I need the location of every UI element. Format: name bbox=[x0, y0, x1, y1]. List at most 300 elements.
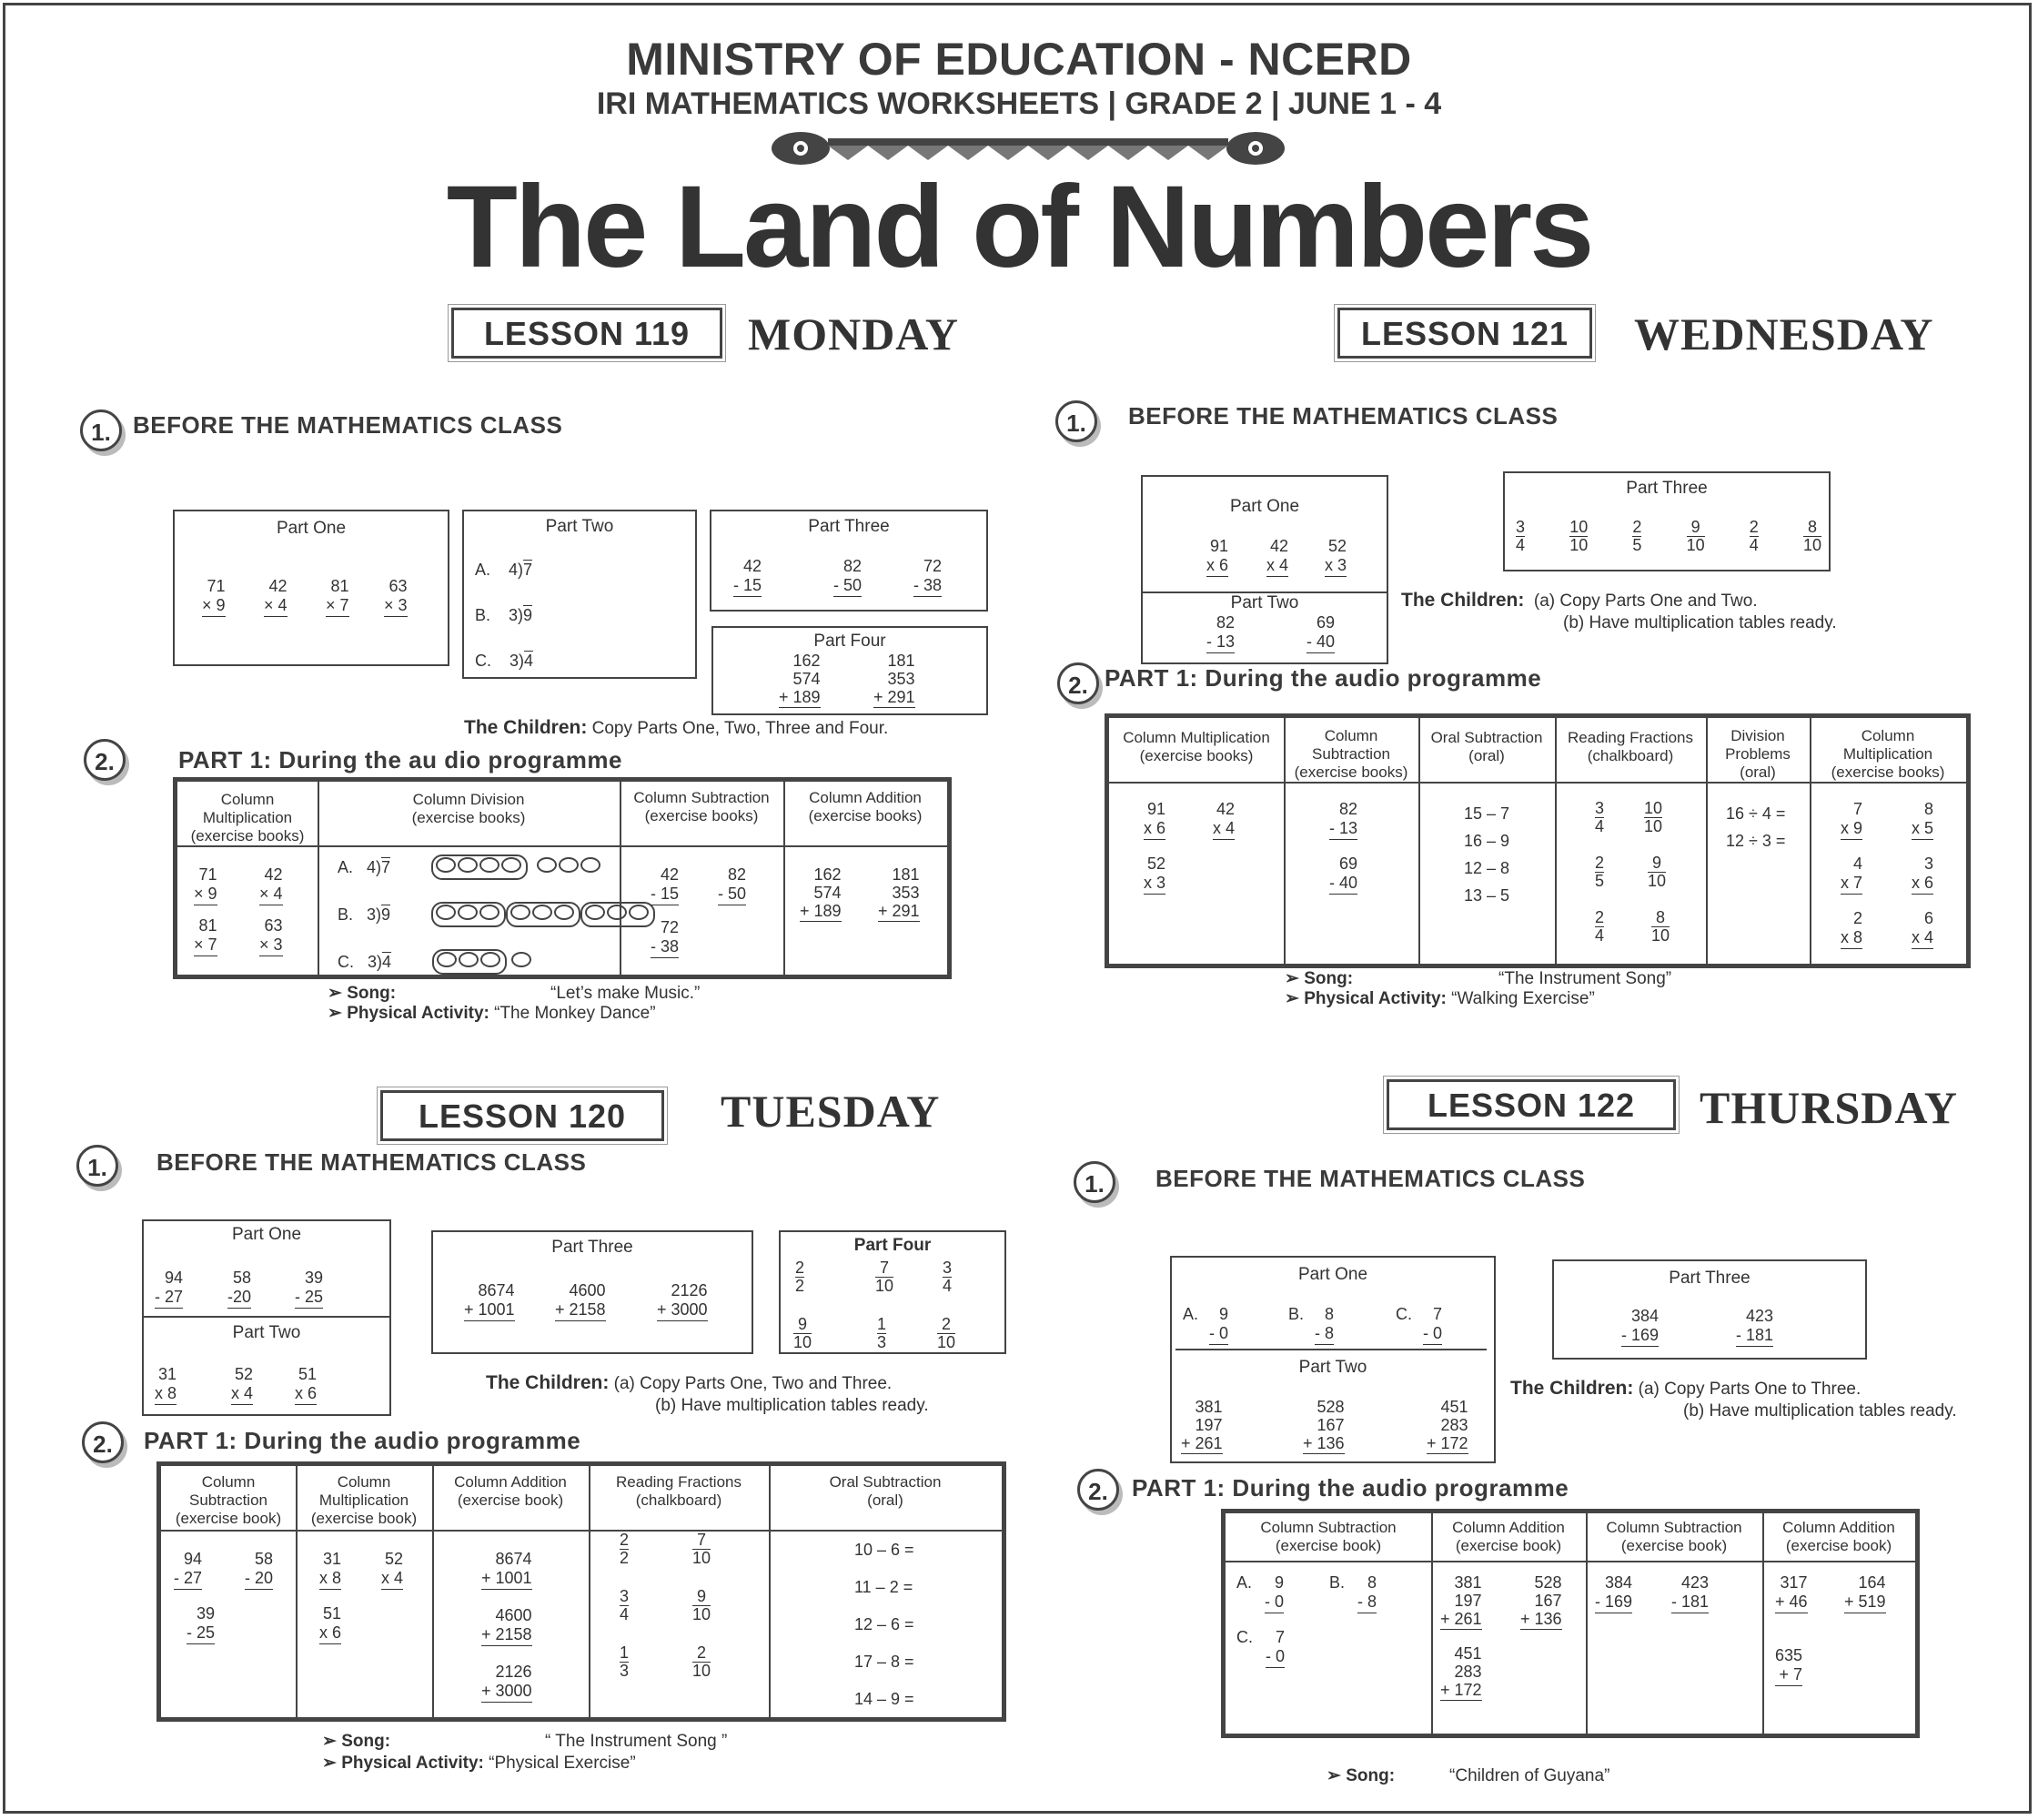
subtraction-item bbox=[1396, 1305, 1442, 1345]
operand: 63 bbox=[264, 916, 283, 935]
oral-item: 17 – 8 = bbox=[854, 1653, 914, 1671]
l120-part-one-two-box bbox=[142, 1219, 391, 1416]
operand: x 4 bbox=[381, 1569, 403, 1590]
song-title: “ The Instrument Song ” bbox=[545, 1732, 728, 1751]
operand: + 291 bbox=[878, 902, 920, 920]
header-line: (exercise books) bbox=[644, 807, 759, 824]
l119-song bbox=[328, 983, 700, 1004]
header-line: Column Addition bbox=[454, 1473, 567, 1491]
operand: 167 bbox=[1534, 1592, 1562, 1610]
operand: + 3000 bbox=[481, 1682, 532, 1703]
oral-item: 13 – 5 bbox=[1464, 886, 1510, 905]
fraction: 8 10 bbox=[1802, 518, 1821, 554]
header-line: Column bbox=[1324, 727, 1378, 744]
operand: 71 bbox=[207, 577, 226, 595]
counters-group bbox=[431, 854, 602, 880]
operand: - 0 bbox=[1209, 1324, 1228, 1345]
operand: - 0 bbox=[1423, 1324, 1442, 1345]
operand: - 13 bbox=[1206, 632, 1235, 653]
oral-item: 14 – 9 = bbox=[854, 1690, 914, 1708]
step-1-badge: 1. bbox=[76, 1145, 118, 1187]
operand: x 4 bbox=[1912, 928, 1933, 949]
letter: B. bbox=[338, 905, 354, 924]
header-line: Column bbox=[337, 1473, 391, 1491]
operand: 528 bbox=[1534, 1573, 1562, 1592]
part-label: Part One bbox=[1297, 1265, 1368, 1284]
children-label: The Children: bbox=[486, 1372, 610, 1393]
oral-item: 10 – 6 = bbox=[854, 1541, 914, 1559]
operand: - 181 bbox=[1736, 1326, 1773, 1347]
l120-audio-table bbox=[156, 1461, 1006, 1722]
l120-part-four-box bbox=[779, 1230, 1006, 1354]
table-header bbox=[620, 789, 783, 825]
children-text: Copy Parts One, Two, Three and Four. bbox=[591, 719, 889, 738]
subtraction-item bbox=[1183, 1305, 1228, 1345]
l122-children-note bbox=[1510, 1378, 1861, 1400]
lesson-122-badge: LESSON 122 bbox=[1387, 1079, 1676, 1130]
operand: x 8 bbox=[319, 1569, 341, 1590]
fraction: 2 5 bbox=[1632, 518, 1642, 554]
fraction: 2 10 bbox=[937, 1315, 956, 1351]
operand: 52 bbox=[234, 1365, 254, 1383]
table-header bbox=[1810, 727, 1966, 782]
operand: 91 bbox=[1146, 800, 1166, 818]
operand: + 519 bbox=[1844, 1592, 1886, 1613]
table-header bbox=[1555, 729, 1706, 765]
page-title: The Land of Numbers bbox=[446, 162, 1592, 292]
operand: 353 bbox=[887, 670, 915, 688]
children-text: (a) Copy Parts One to Three. bbox=[1638, 1380, 1861, 1399]
lesson-121-day: WEDNESDAY bbox=[1634, 308, 1934, 359]
l121-song bbox=[1285, 968, 1671, 989]
children-label: The Children: bbox=[464, 717, 588, 738]
lesson-122-day: THURSDAY bbox=[1700, 1082, 1959, 1133]
divisor: 3 bbox=[509, 606, 519, 624]
operand: x 6 bbox=[1206, 556, 1228, 577]
header-line: (exercise book) bbox=[1275, 1537, 1382, 1554]
operand: - 181 bbox=[1671, 1592, 1709, 1613]
fraction: 2 4 bbox=[1595, 908, 1605, 945]
divisor: 3 bbox=[367, 905, 377, 924]
before-class-heading: BEFORE THE MATHEMATICS CLASS bbox=[133, 411, 563, 439]
operand: + 261 bbox=[1181, 1434, 1223, 1452]
header-line: Column Subtraction bbox=[1606, 1519, 1742, 1536]
operand: 42 bbox=[268, 577, 288, 595]
activity-label: ➢ Physical Activity: bbox=[1285, 989, 1447, 1008]
operand: 8674 bbox=[495, 1550, 532, 1568]
fraction: 1 3 bbox=[620, 1643, 630, 1680]
dividend: 4 bbox=[524, 652, 534, 670]
song-label: ➢ Song: bbox=[322, 1732, 391, 1751]
children-text: (a) Copy Parts One, Two and Three. bbox=[613, 1374, 893, 1393]
dividend: 7 bbox=[523, 561, 533, 579]
operand: - 0 bbox=[1265, 1592, 1284, 1613]
header-line: Column Subtraction bbox=[1260, 1519, 1397, 1536]
operand: 94 bbox=[165, 1269, 184, 1287]
step-2-badge: 2. bbox=[1057, 662, 1099, 704]
fraction: 1 3 bbox=[877, 1315, 887, 1351]
operand: 8 bbox=[1924, 800, 1934, 818]
header-line: Column Multiplication bbox=[1123, 729, 1270, 746]
activity-title: “Walking Exercise” bbox=[1451, 989, 1595, 1008]
division-item: 16 ÷ 4 = bbox=[1726, 804, 1786, 823]
operand: 2126 bbox=[495, 1663, 532, 1681]
operand: 4600 bbox=[569, 1281, 606, 1299]
operand: - 15 bbox=[733, 576, 762, 597]
l119-audio-table bbox=[173, 777, 952, 979]
operand: 8674 bbox=[478, 1281, 515, 1299]
fraction: 9 10 bbox=[793, 1315, 812, 1351]
operand: 51 bbox=[298, 1365, 318, 1383]
part-label: Part Three bbox=[1669, 1269, 1750, 1288]
operand: 31 bbox=[157, 1365, 177, 1383]
operand: x 3 bbox=[1325, 556, 1347, 577]
letter: C. bbox=[1396, 1305, 1412, 1323]
header-line: Reading Fractions bbox=[1568, 729, 1693, 746]
header-line: Column Division bbox=[412, 791, 525, 808]
operand: x 4 bbox=[231, 1384, 253, 1405]
operand: + 189 bbox=[779, 688, 821, 706]
part-label: Part Four bbox=[853, 1236, 932, 1255]
l119-children-note bbox=[464, 717, 888, 739]
l120-activity bbox=[322, 1753, 636, 1774]
operand: 94 bbox=[184, 1550, 203, 1568]
operand: 7 bbox=[1276, 1628, 1286, 1646]
table-header bbox=[318, 791, 620, 827]
lesson-120-badge: LESSON 120 bbox=[380, 1090, 664, 1141]
operand: 39 bbox=[197, 1604, 216, 1623]
operand: × 4 bbox=[264, 596, 288, 617]
table-header bbox=[1418, 729, 1555, 765]
divisor: 4 bbox=[367, 858, 377, 876]
fraction: 3 4 bbox=[1516, 518, 1526, 554]
operand: - 25 bbox=[295, 1288, 323, 1309]
table-header bbox=[1762, 1519, 1915, 1555]
table-header bbox=[1226, 1519, 1431, 1555]
l119-part-two-box bbox=[462, 510, 697, 679]
operand: + 46 bbox=[1775, 1592, 1808, 1613]
header-line: (oral) bbox=[867, 1491, 903, 1509]
letter: B. bbox=[1329, 1573, 1346, 1592]
header-line: (exercise book) bbox=[310, 1510, 418, 1527]
operand: - 0 bbox=[1266, 1647, 1285, 1668]
fraction: 7 10 bbox=[875, 1259, 894, 1295]
letter: A. bbox=[475, 561, 491, 579]
operand: x 6 bbox=[295, 1384, 317, 1405]
part1-heading: PART 1: During the audio programme bbox=[1105, 664, 1542, 692]
operand: 63 bbox=[388, 577, 408, 595]
step-1-badge: 1. bbox=[80, 410, 122, 451]
children-label: The Children: bbox=[1510, 1378, 1634, 1399]
operand: - 25 bbox=[187, 1623, 215, 1644]
operand: 52 bbox=[1146, 854, 1166, 873]
operand: 162 bbox=[792, 652, 821, 670]
l120-children-note-b: (b) Have multiplication tables ready. bbox=[655, 1396, 929, 1415]
header-line: Subtraction bbox=[189, 1491, 267, 1509]
operand: 197 bbox=[1195, 1416, 1223, 1434]
header-line: Subtraction bbox=[1312, 745, 1390, 763]
fraction: 9 10 bbox=[1686, 518, 1705, 554]
children-label: The Children: bbox=[1401, 590, 1525, 611]
operand: - 13 bbox=[1329, 819, 1357, 840]
division-problem: C. 3)4 bbox=[475, 652, 534, 670]
header-line: (oral) bbox=[1468, 747, 1505, 764]
operand: 574 bbox=[813, 884, 842, 902]
operand: 82 bbox=[1216, 613, 1236, 632]
part-label: Part Two bbox=[232, 1323, 301, 1342]
operand: 72 bbox=[923, 557, 943, 575]
oral-item: 15 – 7 bbox=[1464, 804, 1510, 823]
song-title: “Children of Guyana” bbox=[1449, 1766, 1610, 1785]
operand: 353 bbox=[892, 884, 920, 902]
division-problem: A. 4)7 bbox=[475, 561, 533, 579]
operand: x 6 bbox=[1144, 819, 1165, 840]
operand: 7 bbox=[1433, 1305, 1443, 1323]
operand: + 172 bbox=[1440, 1681, 1482, 1699]
l119-part-one-box bbox=[173, 510, 449, 666]
operand: 181 bbox=[887, 652, 915, 670]
header-line: (exercise book) bbox=[1785, 1537, 1892, 1554]
dividend: 9 bbox=[381, 905, 391, 924]
before-class-heading: BEFORE THE MATHEMATICS CLASS bbox=[1155, 1165, 1586, 1192]
operand: - 15 bbox=[651, 885, 679, 905]
header-line: Multiplication bbox=[1842, 745, 1933, 763]
l122-audio-table bbox=[1221, 1509, 1920, 1738]
step-2-badge: 2. bbox=[1077, 1469, 1119, 1511]
dividend: 4 bbox=[382, 953, 392, 971]
operand: + 136 bbox=[1520, 1610, 1562, 1628]
operand: 635 bbox=[1775, 1646, 1803, 1664]
operand: × 7 bbox=[326, 596, 349, 617]
operand: 7 bbox=[1853, 800, 1863, 818]
header-line: Column Addition bbox=[809, 789, 922, 806]
operand: 384 bbox=[1630, 1307, 1660, 1325]
operand: 4600 bbox=[495, 1606, 532, 1624]
song-title: “Let’s make Music.” bbox=[550, 984, 701, 1003]
operand: + 2158 bbox=[555, 1300, 606, 1321]
before-class-heading: BEFORE THE MATHEMATICS CLASS bbox=[1128, 402, 1559, 430]
part-label: Part Three bbox=[808, 517, 890, 536]
song-label: ➢ Song: bbox=[1285, 969, 1354, 988]
dividend: 7 bbox=[381, 858, 391, 876]
header-line: (exercise book) bbox=[175, 1510, 282, 1527]
divisor: 3 bbox=[510, 652, 520, 670]
operand: - 8 bbox=[1315, 1324, 1334, 1345]
table-header bbox=[1586, 1519, 1762, 1555]
letter: B. bbox=[475, 606, 491, 624]
song-label: ➢ Song: bbox=[1327, 1766, 1396, 1785]
operand: 167 bbox=[1317, 1416, 1345, 1434]
part-label: Part Four bbox=[813, 632, 886, 651]
operand: - 40 bbox=[1307, 632, 1335, 653]
operand: 162 bbox=[813, 865, 842, 884]
operand: 31 bbox=[322, 1550, 342, 1568]
letter: A. bbox=[338, 858, 354, 876]
fraction: 3 4 bbox=[620, 1587, 630, 1623]
l120-song bbox=[322, 1731, 727, 1752]
operand: x 4 bbox=[1266, 556, 1288, 577]
operand: × 9 bbox=[202, 596, 226, 617]
header-line: (exercise book) bbox=[457, 1491, 564, 1509]
counters-group bbox=[432, 949, 533, 975]
operand: 42 bbox=[1216, 800, 1236, 818]
part-label: Part Two bbox=[1230, 593, 1299, 612]
part-label: Part One bbox=[1229, 497, 1300, 516]
operand: 164 bbox=[1858, 1573, 1886, 1592]
operand: × 4 bbox=[259, 885, 283, 905]
fraction: 2 10 bbox=[692, 1643, 711, 1680]
operand: 181 bbox=[892, 865, 920, 884]
operand: 2126 bbox=[671, 1281, 708, 1299]
part-label: Part One bbox=[276, 519, 347, 538]
l121-part-three-box bbox=[1503, 471, 1831, 571]
operand: 9 bbox=[1275, 1573, 1285, 1592]
operand: - 50 bbox=[833, 576, 862, 597]
operand: + 261 bbox=[1440, 1610, 1482, 1628]
l119-part-three-box bbox=[710, 510, 988, 612]
before-class-heading: BEFORE THE MATHEMATICS CLASS bbox=[156, 1148, 587, 1176]
operand: 2 bbox=[1853, 909, 1863, 927]
part-label: Part Three bbox=[1626, 479, 1708, 498]
operand: 81 bbox=[330, 577, 349, 595]
part-label: Part Two bbox=[545, 517, 614, 536]
operand: 42 bbox=[264, 865, 283, 884]
lesson-121-badge: LESSON 121 bbox=[1337, 308, 1592, 359]
operand: - 20 bbox=[245, 1569, 273, 1590]
divisor: 3 bbox=[368, 953, 378, 971]
operand: × 9 bbox=[194, 885, 217, 905]
l121-audio-table bbox=[1105, 713, 1971, 968]
operand: 4 bbox=[1853, 854, 1863, 873]
operand: 451 bbox=[1454, 1644, 1482, 1663]
fraction: 2 2 bbox=[795, 1259, 805, 1295]
operand: 317 bbox=[1780, 1573, 1808, 1592]
step-2-badge: 2. bbox=[82, 1421, 124, 1463]
operand: x 6 bbox=[319, 1623, 341, 1644]
dividend: 9 bbox=[523, 606, 533, 624]
header-line: Column bbox=[1861, 727, 1915, 744]
operand: 69 bbox=[1339, 854, 1358, 873]
operand: 283 bbox=[1440, 1416, 1468, 1434]
operand: 381 bbox=[1454, 1573, 1482, 1592]
operand: 197 bbox=[1454, 1592, 1482, 1610]
header-line: (exercise book) bbox=[1455, 1537, 1562, 1554]
operand: 58 bbox=[255, 1550, 274, 1568]
operand: × 7 bbox=[194, 935, 217, 956]
l122-part-three-box bbox=[1552, 1259, 1867, 1360]
header-line: (oral) bbox=[1740, 763, 1776, 781]
part-label: Part One bbox=[231, 1225, 302, 1244]
header-line: (exercise books) bbox=[1139, 747, 1254, 764]
operand: 39 bbox=[305, 1269, 324, 1287]
operand: 451 bbox=[1440, 1398, 1468, 1416]
division-row: B. 3)9 bbox=[338, 902, 655, 927]
lesson-120-day: TUESDAY bbox=[721, 1086, 941, 1137]
letter: C. bbox=[338, 953, 354, 971]
subtraction-item bbox=[1236, 1628, 1285, 1668]
header-line: (exercise books) bbox=[411, 809, 526, 826]
operand: 381 bbox=[1195, 1398, 1223, 1416]
part-label: Part Two bbox=[1298, 1358, 1367, 1377]
operand: 528 bbox=[1317, 1398, 1345, 1416]
operand: 8 bbox=[1367, 1573, 1377, 1592]
lesson-119-badge: LESSON 119 bbox=[451, 308, 722, 359]
operand: x 3 bbox=[1144, 874, 1165, 895]
song-label: ➢ Song: bbox=[328, 984, 397, 1003]
operand: - 50 bbox=[718, 885, 746, 905]
fraction: 8 10 bbox=[1651, 908, 1670, 945]
counters-group bbox=[431, 902, 655, 927]
l122-song bbox=[1327, 1765, 1609, 1786]
operand: 81 bbox=[198, 916, 217, 935]
operand: 82 bbox=[843, 557, 863, 575]
children-text: (a) Copy Parts One and Two. bbox=[1533, 592, 1758, 611]
oral-item: 12 – 8 bbox=[1464, 859, 1510, 877]
operand: x 9 bbox=[1841, 819, 1862, 840]
operand: - 38 bbox=[651, 937, 679, 958]
part1-heading: PART 1: During the au dio programme bbox=[178, 746, 622, 774]
operand: - 40 bbox=[1329, 874, 1357, 895]
oral-item: 16 – 9 bbox=[1464, 832, 1510, 850]
header-line: (chalkboard) bbox=[635, 1491, 722, 1509]
operand: + 3000 bbox=[657, 1300, 708, 1321]
l121-part-one-two-box bbox=[1141, 475, 1388, 664]
operand: 42 bbox=[1269, 537, 1289, 555]
subtraction-item bbox=[1288, 1305, 1334, 1345]
divisor: 4 bbox=[509, 561, 519, 579]
table-header bbox=[1431, 1519, 1586, 1555]
step-2-badge: 2. bbox=[84, 739, 126, 781]
part1-heading: PART 1: During the audio programme bbox=[144, 1427, 581, 1454]
operand: + 189 bbox=[800, 902, 842, 920]
fraction-row bbox=[1516, 519, 1821, 554]
header-line: Column bbox=[201, 1473, 256, 1491]
operand: + 136 bbox=[1303, 1434, 1345, 1452]
table-header bbox=[296, 1473, 432, 1528]
l122-children-note-b: (b) Have multiplication tables ready. bbox=[1683, 1401, 1957, 1421]
letter: A. bbox=[1236, 1573, 1253, 1592]
operand: x 7 bbox=[1841, 874, 1862, 895]
header-line: (exercise books) bbox=[1294, 763, 1408, 781]
step-1-badge: 1. bbox=[1055, 400, 1097, 442]
table-header bbox=[1706, 727, 1810, 782]
activity-title: “Physical Exercise” bbox=[489, 1754, 636, 1773]
l121-children-note bbox=[1401, 590, 1758, 612]
operand: 423 bbox=[1680, 1573, 1710, 1592]
header-line: (exercise books) bbox=[190, 827, 305, 844]
header-line: (exercise books) bbox=[808, 807, 923, 824]
operand: x 8 bbox=[1841, 928, 1862, 949]
operand: + 7 bbox=[1775, 1665, 1802, 1686]
letter: A. bbox=[1183, 1305, 1199, 1323]
fraction: 2 2 bbox=[620, 1531, 630, 1567]
operand: 423 bbox=[1745, 1307, 1774, 1325]
header-line: Column Subtraction bbox=[633, 789, 770, 806]
letter: C. bbox=[475, 652, 491, 670]
operand: - 169 bbox=[1621, 1326, 1659, 1347]
operand: 9 bbox=[1219, 1305, 1229, 1323]
table-header bbox=[783, 789, 947, 825]
division-item: 12 ÷ 3 = bbox=[1726, 832, 1786, 850]
operand: 58 bbox=[232, 1269, 252, 1287]
operand: × 3 bbox=[384, 596, 408, 617]
part1-heading: PART 1: During the audio programme bbox=[1132, 1474, 1569, 1502]
operand: 82 bbox=[728, 865, 747, 884]
fraction: 7 10 bbox=[692, 1531, 711, 1567]
division-row: A. 4)7 bbox=[338, 854, 602, 880]
operand: - 27 bbox=[174, 1569, 202, 1590]
table-header bbox=[769, 1473, 1002, 1510]
